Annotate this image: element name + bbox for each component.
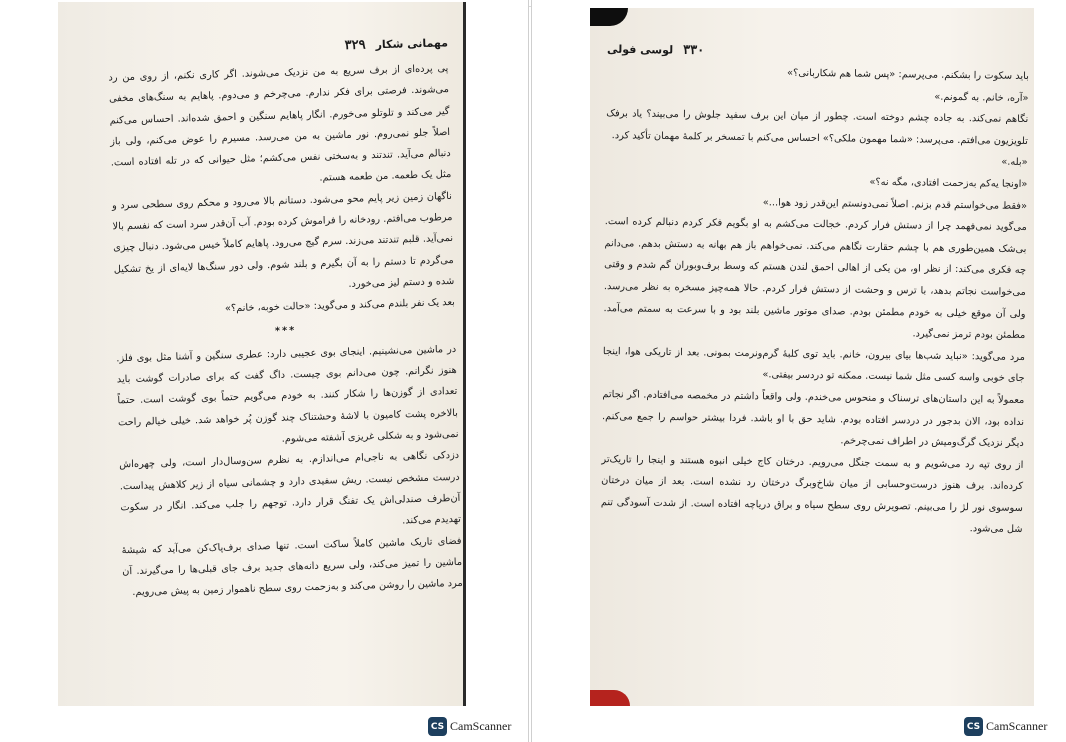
paragraph: «فقط می‌خواستم قدم بزنم. اصلاً نمی‌دونستم این‌قدر زود هوا...»: [762, 196, 1028, 212]
paragraph: معمولاً به این داستان‌های ترسناک و منحوس می‌خندم. ولی واقعاً داشتم در مخمصه می‌افتادم. اگر نجاتم نداده بود، الان بدجور در دردسر افتاده بودم. شاید حق با او باشد. فردا بیشتر حواسم را جمع می‌کنم. دیگر نزدیک گرگ‌ومیش در اطراف نمی‌چرخم.: [601, 388, 1025, 450]
camscanner-logo-icon: CS: [964, 717, 983, 736]
paragraph: ناگهان زمین زیر پایم محو می‌شود. دستانم بالا می‌رود و محکم روی سطحی سرد و مرطوب می‌افتم. رودخانه را فراموش کرده بودم. آب آن‌قدر سرد است که نفسم بالا نمی‌آید. قلبم تندتند می‌زند. سرم گیج می‌رود. پاهایم کاملاً خیس می‌شود. دنبال چیزی می‌گردم تا دستم را به آن بگیرم و بلند شوم. ولی دور سنگ‌ها لایه‌ای از یخ تشکیل شده و دستم لیز می‌خورد.: [111, 190, 455, 290]
paragraph: «آره، خانم. به گمونم.»: [934, 91, 1029, 104]
paragraph: «بله.»: [1001, 156, 1028, 169]
camscanner-label: CamScanner: [986, 719, 1048, 733]
paragraph: بعد یک نفر بلندم می‌کند و می‌گوید: «حالت خوبه، خانم؟»: [224, 297, 455, 315]
camscanner-watermark: [428, 717, 511, 736]
page-edge-shadow: [463, 2, 466, 706]
camscanner-logo-icon: CS: [428, 717, 447, 736]
right-page-number: ۳۳۰: [683, 42, 705, 59]
paragraph: مرد می‌گوید: «نباید شب‌ها بیای بیرون، خانم. باید توی کلبهٔ گرم‌ونرمت بمونی. بعد از تاریکی هوا، اینجا جای خوبی واسه کسی مثل شما نیست. ممکنه تو دردسر بیفتی.»: [602, 345, 1026, 385]
page-corner-shadow: [590, 8, 628, 26]
paragraph: دزدکی نگاهی به ناجی‌ام می‌اندازم. به نظرم سن‌وسال‌دار است، ولی چهره‌اش درست مشخص نیست. ریش سفیدی دارد و چشمانی سیاه از زیر کلاهش پیداست. آن‌طرف صندلی‌اش یک تفنگ قرار دارد. توجهم را جلب می‌کند. انگار در سکوت تهدیدم می‌کند.: [119, 450, 462, 527]
paragraph: باید سکوت را بشکنم. می‌پرسم: «پس شما هم شکاربانی؟»: [787, 67, 1029, 82]
camscanner-watermark: [964, 717, 1047, 736]
page-corner-red: [590, 690, 630, 706]
right-running-title: لوسی فولی: [606, 42, 674, 57]
paragraph: از روی تپه رد می‌شویم و به سمت جنگل می‌رویم. درختان کاج خیلی انبوه هستند و اینجا را تاریک‌تر کرده‌اند. برف هنوز درست‌وحسابی از میان شاخ‌وبرگ درختان رد نشده است. بعد از میان درختان سوسوی نور لژ را می‌بینم. تصویرش روی سطح سیاه و براق دریاچه افتاده است. از شدت آسودگی تنم شل می‌شود.: [600, 453, 1024, 536]
section-separator: ***: [274, 324, 297, 337]
paragraph: نگاهم نمی‌کند. به جاده چشم دوخته است. چطور از میان این برف سفید جلوش را می‌بیند؟ یاد برفک تلویزیون می‌افتم. می‌پرسد: «شما مهمون ملکی؟» احساس می‌کنم با تمسخر بر کلمهٔ مهمان تأکید کرد.: [606, 108, 1029, 147]
camscanner-label: CamScanner: [450, 719, 512, 733]
paragraph: «اونجا یه‌کم به‌زحمت افتادی، مگه نه؟»: [869, 176, 1028, 190]
left-running-title: مهمانی شکار: [375, 36, 449, 52]
left-page-body: [108, 58, 463, 604]
paragraph: پی پرده‌ای از برف سریع به من نزدیک می‌شوند. اگر کاری نکنم، از روی من رد می‌شوند. فرصتی برای فکر ندارم. می‌چرخم و می‌دوم. پاهایم به سنگ‌های مخفی گیر می‌کند و تلوتلو می‌خورم. انگار پاهایم سنگین و احمق شده‌اند. احساس می‌کنم اصلاً جلو نمی‌روم. نور ماشین به من می‌رسد. مسیرم را عوض می‌کنم، ولی باز دنبالم می‌آید. تندتند و به‌سختی نفس می‌کشم؛ مثل حیوانی که در تله افتاده است. مثل یک طعمه. من طعمه هستم.: [108, 62, 452, 185]
paragraph: در ماشین می‌نشینیم. اینجای بوی عجیبی دارد: عطری سنگین و آشنا مثل بوی فلز. هنوز نگرانم. چون می‌دانم بوی چیست. داگ گفت که برای صادرات گوشت باید تعدادی از گوزن‌ها را شکار کنند. به خودم می‌گویم حتماً بوی گوشت است. حتماً بالاخره پشت کامیون با لاشهٔ وحشتناک چند گوزن پُر خواهد شد. خیلی خیالم راحت نمی‌شود و به شکلی غریزی آشفته می‌شوم.: [116, 343, 459, 445]
right-page-body: [600, 60, 1029, 541]
left-page-number: ۳۲۹: [344, 37, 366, 54]
paragraph: فضای تاریک ماشین کاملاً ساکت است. تنها صدای برف‌پاک‌کن می‌آید که شیشهٔ ماشین را تمیز می‌کند، ولی سریع دانه‌های جدید برف جای قبلی‌ها را می‌گیرند. آن مرد ماشین را روشن می‌کند و به‌زحمت روی سطح ناهموار زمین به پیش می‌رویم.: [121, 535, 463, 599]
paragraph: می‌گوید نمی‌فهمد چرا از دستش فرار کردم. خجالت می‌کشم به او بگویم فکر کردم دنبالم کرده است. بی‌شک همین‌طوری هم با چشم حقارت نگاهم می‌کند. نمی‌خواهم باز هم بهانه به دستش بدهم. می‌دانم چه فکری می‌کند: از نظر او، من یکی از اهالی احمق لندن هستم که وسط برف‌وبوران گم شدم و وقتی می‌خواست نجاتم بدهد، با ترس و وحشت از دستش فرار کردم. حالا همه‌چیز مسخره به نظر می‌رسد. ولی آن موقع خیلی به خودم مطمئن بودم. صدای موتور ماشین بلند بود و با سرعت به سمتم می‌آمد. مطمئن بودم ترمز نمی‌گیرد.: [603, 216, 1027, 342]
